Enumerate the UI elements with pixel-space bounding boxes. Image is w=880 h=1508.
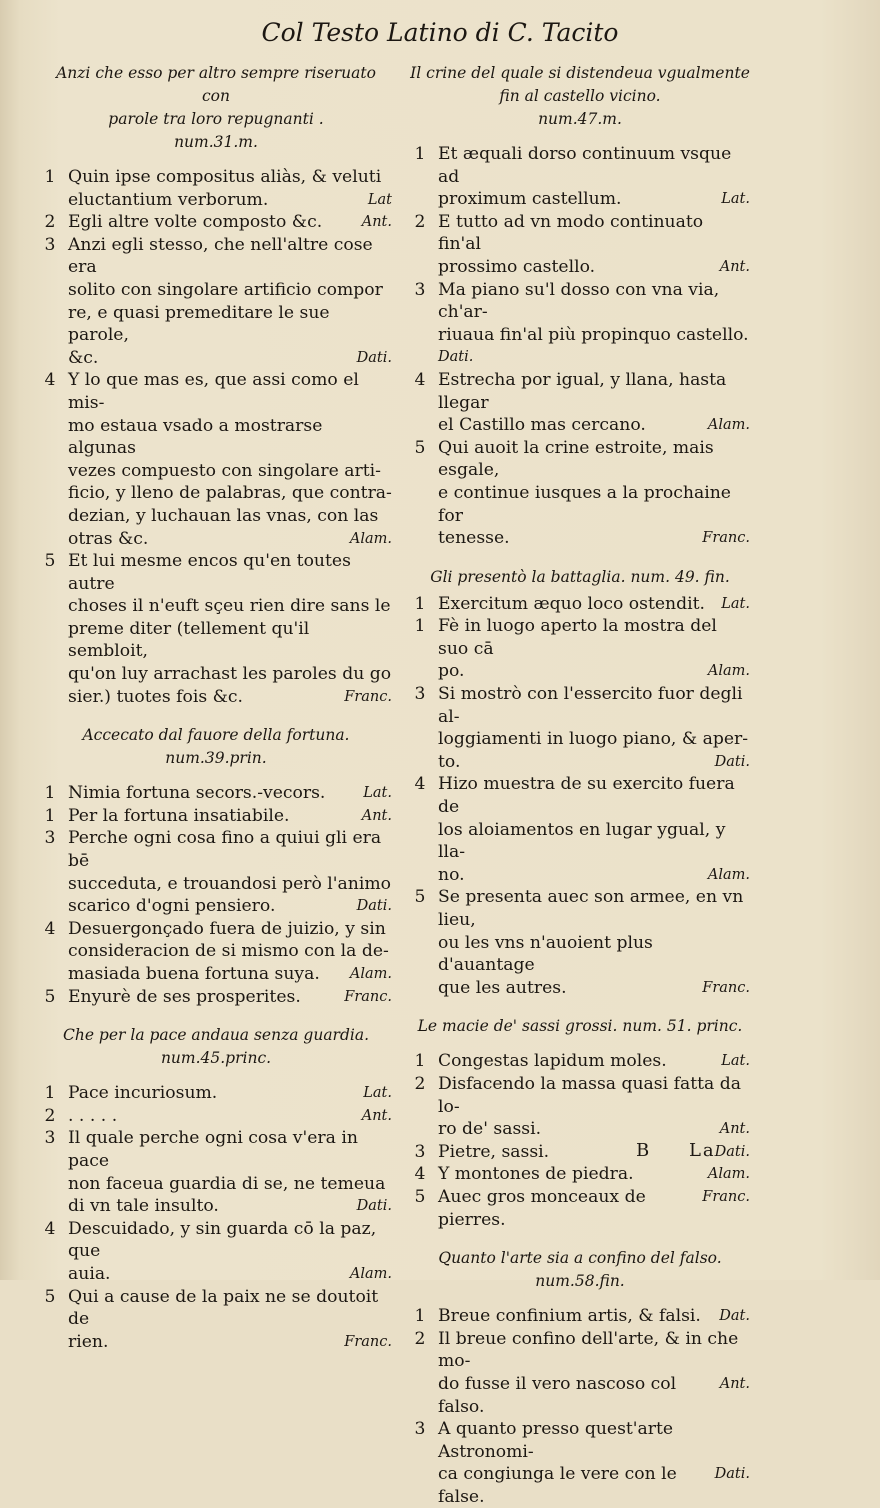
translation-entry <box>410 279 750 369</box>
signature-mark: B <box>636 1140 652 1161</box>
entry-line: Il breue confino dell'arte, & in che mo- <box>438 1328 739 1372</box>
translation-entry <box>40 782 392 805</box>
entry-number: 4 <box>414 1164 426 1185</box>
translation-entry <box>40 1082 392 1105</box>
entry-line: succeduta, e trouandosi però l'animo <box>68 873 391 894</box>
entry-source: Franc. <box>702 979 750 996</box>
entry-line: prossimo castello. <box>438 256 596 277</box>
entry-line: Y lo que mas es, que assi como el mis- <box>68 370 359 413</box>
translation-entry <box>40 369 392 550</box>
entry-line: . . . . . <box>68 1105 118 1126</box>
entry-line: Y montones de piedra. <box>438 1164 634 1185</box>
entry-line: qu'on luy arrachast les paroles du go <box>68 664 392 685</box>
entry-line: mo estaua vsado a mostrarse algunas <box>68 415 323 459</box>
entry-number: 4 <box>414 774 426 795</box>
entry-line: Qui auoit la crine estroite, mais esgale, <box>438 437 714 481</box>
entry-line: sier.) tuotes fois &c. <box>68 686 244 707</box>
entry-number: 5 <box>44 986 56 1007</box>
entry-line: e continue iusques a la prochaine for <box>438 482 731 526</box>
entry-line: Qui a cause de la paix ne se doutoit de <box>68 1286 379 1330</box>
translation-entry <box>410 1186 750 1231</box>
entry-line: E tutto ad vn modo continuato fin'al <box>438 211 704 255</box>
translation-entry <box>40 211 392 234</box>
entry-source: Franc. <box>344 988 392 1005</box>
entry-line: proximum castellum. <box>438 189 622 210</box>
translation-entry <box>410 615 750 683</box>
entry-line: Pietre, sassi. <box>438 1141 550 1162</box>
translation-entry <box>40 805 392 828</box>
entry-source: Ant. <box>361 1107 392 1124</box>
entry-line: rien. <box>68 1331 109 1352</box>
section-heading <box>410 1015 750 1038</box>
translation-entry <box>410 683 750 773</box>
entry-source: Alam. <box>707 417 750 434</box>
entry-line: Dati. <box>438 349 474 366</box>
translation-entry <box>410 143 750 211</box>
entry-number: 1 <box>414 1306 426 1327</box>
section <box>410 566 750 1000</box>
translation-entry <box>40 918 392 986</box>
entry-source: Lat. <box>721 1053 750 1070</box>
section-heading <box>40 1024 392 1070</box>
entry-line: di vn tale insulto. <box>68 1196 219 1217</box>
section <box>410 62 750 550</box>
entry-source: Lat. <box>363 1085 392 1102</box>
section <box>40 62 392 708</box>
entry-line: Et æquali dorso continuum vsque ad <box>438 144 732 187</box>
entry-number: 3 <box>44 234 56 255</box>
entry-number: 1 <box>414 144 426 164</box>
entry-line: no. <box>438 864 465 885</box>
entry-line: to. <box>438 751 461 772</box>
entry-number: 3 <box>414 1141 426 1162</box>
entry-line: el Castillo mas cercano. <box>438 415 646 436</box>
translation-entry <box>40 986 392 1009</box>
entry-source: Dati. <box>714 753 750 770</box>
translation-entry <box>410 1050 750 1073</box>
entry-source: Alam. <box>707 866 750 883</box>
section-reference: num.47.m. <box>538 110 622 128</box>
entry-source: Dati. <box>714 1143 750 1160</box>
entry-source: Lat. <box>363 785 392 802</box>
catchword-line <box>636 1140 756 1161</box>
translation-entry <box>40 166 392 211</box>
entry-line: Quin ipse compositus aliàs, & veluti <box>68 167 382 187</box>
section-heading <box>410 1247 750 1293</box>
heading-line: Anzi che esso per altro sempre riseruato con <box>56 64 376 105</box>
translation-entry <box>40 1127 392 1217</box>
entry-number: 2 <box>414 1328 426 1349</box>
section-reference: num.58.fin. <box>535 1272 625 1291</box>
translation-entry <box>410 211 750 279</box>
entry-number: 2 <box>44 1105 56 1126</box>
section-heading <box>410 566 750 589</box>
entry-line: A quanto presso quest'arte Astronomi- <box>438 1419 674 1462</box>
translation-entry <box>410 773 750 886</box>
entry-line: Fè in luogo aperto la mostra del suo cā <box>438 616 717 659</box>
entry-line: loggiamenti in luogo piano, & aper- <box>438 729 749 750</box>
entry-number: 4 <box>44 370 56 391</box>
entry-number: 3 <box>44 828 56 849</box>
section-reference: num.45.princ. <box>160 1049 272 1068</box>
heading-line: Gli presentò la battaglia. num. 49. fin. <box>430 567 730 586</box>
entry-line: scarico d'ogni pensiero. <box>68 896 276 917</box>
entry-line: Exercitum æquo loco ostendit. <box>438 593 705 614</box>
entry-number: 1 <box>44 167 56 187</box>
translation-entry <box>410 1418 750 1508</box>
entry-number: 1 <box>44 805 56 826</box>
heading-line: Le macie de' sassi grossi. num. 51. princ. <box>417 1017 743 1036</box>
entry-source: Ant. <box>719 1121 750 1138</box>
running-header: Col Testo Latino di C. Tacito <box>261 18 619 47</box>
entry-line: Per la fortuna insatiabile. <box>68 805 290 826</box>
entry-line: tenesse. <box>438 528 510 549</box>
entry-line: Auec gros monceaux de pierres. <box>438 1186 646 1230</box>
entry-source: Alam. <box>349 1265 392 1282</box>
entry-line: non faceua guardia di se, ne temeua <box>68 1173 386 1194</box>
section <box>410 1247 750 1508</box>
entry-source: Dati. <box>356 898 392 915</box>
entry-source: Ant. <box>361 807 392 824</box>
entry-source: Franc. <box>344 688 392 705</box>
section <box>40 1024 392 1353</box>
section-reference: num.31.m. <box>174 133 258 151</box>
heading-line: Il crine del quale si distendeua vgualmente <box>410 64 750 82</box>
entry-number: 3 <box>44 1128 56 1149</box>
entry-line: Desuergonçado fuera de juizio, y sin <box>68 918 386 939</box>
translation-entry <box>40 827 392 917</box>
entry-line: dezian, y luchauan las vnas, con las <box>68 505 379 526</box>
entry-line: preme diter (tellement qu'il sembloit, <box>68 618 310 662</box>
entry-line: Disfacendo la massa quasi fatta da lo- <box>438 1073 741 1117</box>
entry-source: Dat. <box>719 1308 750 1325</box>
entry-source: Lat. <box>721 595 750 612</box>
entry-line: Perche ogni cosa fino a quiui gli era bē <box>68 828 382 872</box>
entry-line: re, e quasi premeditare le sue parole, <box>68 302 330 346</box>
entry-number: 5 <box>414 1186 426 1207</box>
entry-source: Alam. <box>349 966 392 982</box>
entry-line: Descuidado, y sin guarda cō la paz, que <box>68 1218 377 1262</box>
entry-line: Se presenta auec son armee, en vn lieu, <box>438 887 744 930</box>
entry-source: Ant. <box>719 1375 750 1392</box>
entry-number: 1 <box>414 1051 426 1072</box>
entry-line: vezes compuesto con singolare arti- <box>68 460 381 481</box>
entry-source: Dati. <box>356 1198 392 1215</box>
entry-number: 1 <box>44 1083 56 1104</box>
translation-entry <box>410 593 750 616</box>
heading-line: Che per la pace andaua senza guardia. <box>62 1026 370 1045</box>
entry-line: Anzi egli stesso, che nell'altre cose era <box>68 234 373 278</box>
entry-number: 4 <box>44 1218 56 1239</box>
entry-source: Alam. <box>707 1166 750 1183</box>
entry-number: 5 <box>44 1286 56 1307</box>
translation-entry <box>410 1073 750 1141</box>
entry-number: 2 <box>414 1073 426 1094</box>
translation-entry <box>40 1218 392 1286</box>
translation-entry <box>410 1305 750 1328</box>
entry-source: Franc. <box>344 1333 392 1350</box>
entry-line: auia. <box>68 1263 111 1284</box>
heading-line: fin al castello vicino. <box>499 87 661 105</box>
section-heading <box>40 62 392 154</box>
entry-source: Alam. <box>349 530 392 547</box>
entry-line: Egli altre volte composto &c. <box>68 212 323 233</box>
entry-source: Ant. <box>361 214 392 231</box>
right-column <box>410 62 750 1508</box>
entry-line: Congestas lapidum moles. <box>438 1051 667 1072</box>
translation-entry <box>410 886 750 999</box>
translation-entry <box>40 550 392 708</box>
section <box>40 724 392 1008</box>
entry-line: que les autres. <box>438 977 567 998</box>
entry-line: masiada buena fortuna suya. <box>68 964 320 984</box>
translation-entry <box>410 437 750 550</box>
section-reference: num.39.prin. <box>165 749 267 768</box>
section <box>410 1015 750 1231</box>
entry-line: ou les vns n'auoient plus d'auantage <box>438 932 653 976</box>
left-column <box>40 62 392 1353</box>
translation-entry <box>40 1286 392 1354</box>
entry-line: Breue confinium artis, & falsi. <box>438 1306 701 1327</box>
entry-line: Pace incuriosum. <box>68 1083 218 1104</box>
entry-line: Hizo muestra de su exercito fuera de <box>438 774 735 818</box>
entry-number: 3 <box>414 684 426 705</box>
entry-line: consideracion de si mismo con la de- <box>68 941 389 962</box>
translation-entry <box>410 1328 750 1418</box>
entry-line: riuaua fin'al più propinquo castello. <box>438 324 749 345</box>
heading-line: parole tra loro repugnanti . <box>108 110 324 128</box>
entry-source: Lat. <box>721 191 750 208</box>
entry-number: 1 <box>414 616 426 637</box>
entry-source: Lat <box>367 191 392 208</box>
entry-line: Et lui mesme encos qu'en toutes autre <box>68 551 351 594</box>
entry-line: eluctantium verborum. <box>68 189 269 210</box>
entry-line: ro de' sassi. <box>438 1119 542 1140</box>
section-heading <box>40 724 392 770</box>
heading-line: Accecato dal fauore della fortuna. <box>82 726 350 745</box>
entry-number: 2 <box>414 211 426 232</box>
entry-line: ca congiunga le vere con le false. <box>438 1464 677 1507</box>
entry-number: 1 <box>414 593 426 614</box>
entry-source: Dati. <box>356 349 392 366</box>
entry-number: 5 <box>44 551 56 572</box>
entry-line: otras &c. <box>68 528 149 549</box>
heading-line: Quanto l'arte sia a confino del falso. <box>438 1249 722 1268</box>
entry-number: 1 <box>44 783 56 804</box>
entry-line: Il quale perche ogni cosa v'era in pace <box>68 1128 358 1171</box>
entry-source: Alam. <box>707 663 750 680</box>
entry-line: Enyurè de ses prosperites. <box>68 986 301 1007</box>
entry-line: Estrecha por igual, y llana, hasta llegar <box>438 369 727 413</box>
translation-entry <box>410 1163 750 1186</box>
entry-line: &c. <box>68 347 99 368</box>
translation-entry <box>40 234 392 370</box>
entry-number: 4 <box>44 918 56 939</box>
entry-number: 3 <box>414 279 426 300</box>
entry-line: Nimia fortuna secors.-vecors. <box>68 783 326 804</box>
entry-number: 3 <box>414 1419 426 1440</box>
entry-number: 4 <box>414 369 426 390</box>
entry-line: do fusse il vero nascoso col falso. <box>438 1373 677 1417</box>
entry-line: Ma piano su'l dosso con vna via, ch'ar- <box>438 279 720 323</box>
catchword: La <box>688 1140 716 1161</box>
section-heading <box>410 62 750 131</box>
entry-number: 5 <box>414 437 426 458</box>
entry-source: Franc. <box>702 530 750 547</box>
entry-source: Dati. <box>714 1466 750 1483</box>
entry-line: Si mostrò con l'essercito fuor degli al- <box>438 684 743 727</box>
entry-source: Franc. <box>702 1188 750 1205</box>
entry-number: 5 <box>414 887 426 908</box>
entry-number: 2 <box>44 212 56 233</box>
entry-line: ficio, y lleno de palabras, que contra- <box>68 483 392 504</box>
entry-line: choses il n'euft sçeu rien dire sans le <box>68 596 391 617</box>
entry-line: los aloiamentos en lugar ygual, y lla- <box>438 819 726 863</box>
translation-entry <box>410 369 750 437</box>
translation-entry <box>40 1105 392 1128</box>
entry-line: po. <box>438 661 465 682</box>
entry-source: Ant. <box>719 258 750 275</box>
entry-line: solito con singolare artificio compor <box>68 279 383 300</box>
